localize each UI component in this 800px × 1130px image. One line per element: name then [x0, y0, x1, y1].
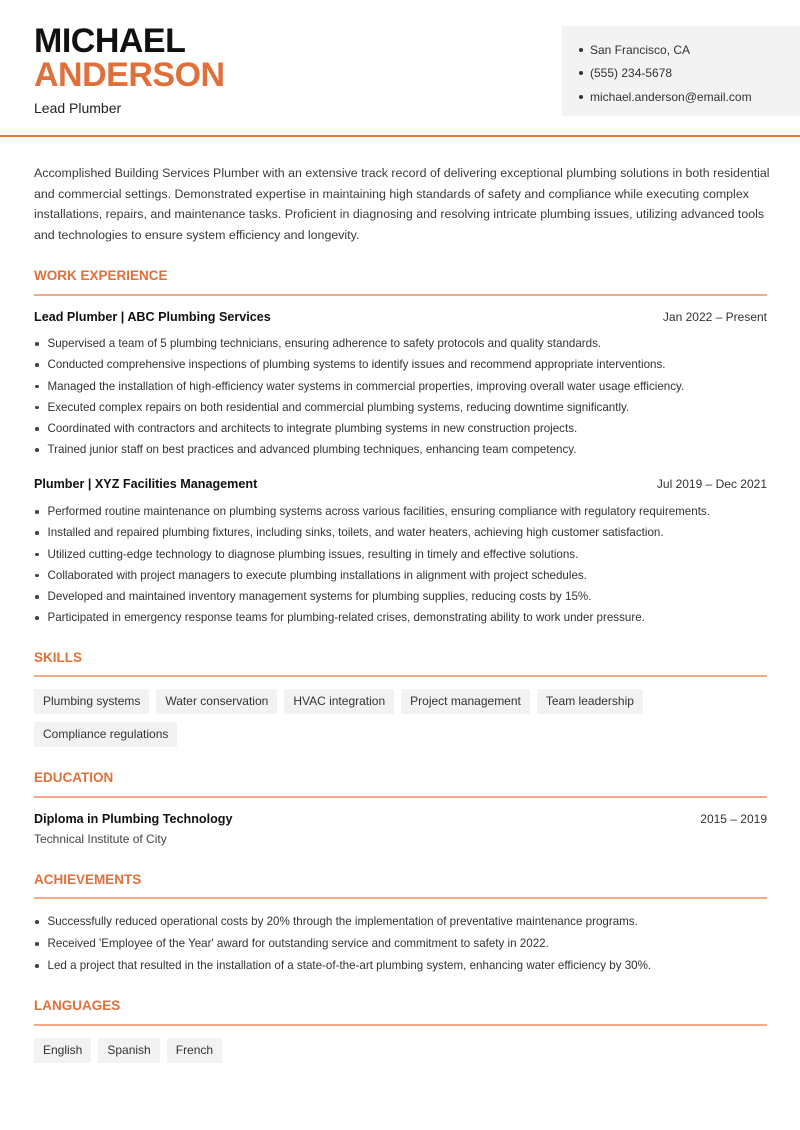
- contact-box: [562, 26, 800, 116]
- section-divider: [34, 796, 767, 798]
- skill-chip: Plumbing systems: [34, 689, 149, 714]
- section-divider: [34, 897, 767, 899]
- language-chip: French: [167, 1038, 222, 1063]
- bullet-icon: [35, 553, 39, 557]
- degree-title: Diploma in Plumbing Technology: [34, 812, 233, 826]
- contact-phone: [579, 62, 800, 86]
- section-title-languages: LANGUAGES: [34, 998, 121, 1013]
- skill-chip: HVAC integration: [284, 689, 394, 714]
- resume-header: [0, 0, 800, 137]
- list-item: Collaborated with project managers to execute plumbing installations in alignment with project schedules.: [34, 567, 774, 588]
- contact-email[interactable]: [579, 85, 800, 109]
- bullet-icon: [35, 342, 39, 346]
- list-item: Installed and repaired plumbing fixtures, including sinks, toilets, and water heaters, achieving high customer satisfaction.: [34, 524, 774, 545]
- bullet-icon: [35, 363, 39, 367]
- skill-chip: Water conservation: [156, 689, 277, 714]
- bullet-icon: [579, 95, 583, 99]
- bullet-icon: [35, 448, 39, 452]
- job-bullets: [34, 335, 774, 463]
- achievement-bullets: [34, 913, 774, 979]
- list-item: Developed and maintained inventory management systems for plumbing supplies, reducing costs by 15%.: [34, 588, 774, 609]
- list-item: Coordinated with contractors and architects to integrate plumbing systems in new construction projects.: [34, 420, 774, 441]
- bullet-icon: [35, 385, 39, 389]
- bullet-icon: [579, 48, 583, 52]
- languages-list: [34, 1038, 774, 1063]
- bullet-icon: [35, 427, 39, 431]
- section-divider: [34, 1024, 767, 1026]
- contact-text: (555) 234-5678: [590, 66, 673, 81]
- skill-chip: Compliance regulations: [34, 722, 177, 747]
- list-item: Performed routine maintenance on plumbing systems across various facilities, ensuring compliance with regulatory requirements.: [34, 503, 774, 524]
- language-chip: Spanish: [98, 1038, 159, 1063]
- skills-list: [34, 689, 654, 747]
- section-divider: [34, 294, 767, 296]
- bullet-icon: [35, 574, 39, 578]
- bullet-icon: [35, 964, 39, 968]
- list-item: Successfully reduced operational costs by 20% through the implementation of preventative maintenance programs.: [34, 913, 774, 935]
- bullet-icon: [35, 920, 39, 924]
- list-item: Supervised a team of 5 plumbing technicians, ensuring adherence to safety protocols and quality standards.: [34, 335, 774, 356]
- section-title-education: EDUCATION: [34, 770, 114, 785]
- skill-chip: Project management: [401, 689, 530, 714]
- list-item: Trained junior staff on best practices and advanced plumbing techniques, enhancing team competency.: [34, 441, 774, 462]
- language-chip: English: [34, 1038, 91, 1063]
- bullet-icon: [35, 616, 39, 620]
- section-title-achievements: ACHIEVEMENTS: [34, 872, 142, 887]
- bullet-icon: [35, 531, 39, 535]
- contact-text[interactable]: michael.anderson@email.com: [590, 89, 752, 104]
- bullet-icon: [35, 595, 39, 599]
- job-title: Lead Plumber | ABC Plumbing Services: [34, 310, 271, 324]
- job-date: Jul 2019 – Dec 2021: [656, 477, 767, 491]
- job-bullets: [34, 503, 774, 631]
- section-divider: [34, 675, 767, 677]
- contact-text: San Francisco, CA: [590, 42, 691, 57]
- list-item: Led a project that resulted in the installation of a state-of-the-art plumbing system, enhancing water efficiency by 30%.: [34, 957, 774, 979]
- list-item: Executed complex repairs on both residential and commercial plumbing systems, reducing downtime significantly.: [34, 399, 774, 420]
- bullet-icon: [35, 406, 39, 410]
- summary-paragraph: Accomplished Building Services Plumber with an extensive track record of delivering exceptional plumbing solutions in both residential and commercial settings. Demonstrated expertise in maintaining high standards of safety and compliance while executing complex installations, repairs, and maintenance tasks. Proficient in diagnosing and resolving intricate plumbing issues, utilizing advanced tools and technologies to ensure system efficiency and longevity.: [34, 166, 770, 242]
- section-title-work: WORK EXPERIENCE: [34, 268, 168, 283]
- contact-location: [579, 38, 800, 62]
- skill-chip: Team leadership: [537, 689, 643, 714]
- section-title-skills: SKILLS: [34, 650, 83, 665]
- job-title: Plumber | XYZ Facilities Management: [34, 477, 258, 491]
- list-item: Participated in emergency response teams for plumbing-related crises, demonstrating ability to work under pressure.: [34, 609, 774, 630]
- bullet-icon: [579, 71, 583, 75]
- bullet-icon: [35, 942, 39, 946]
- first-name: MICHAEL: [34, 22, 186, 60]
- list-item: Received 'Employee of the Year' award for outstanding service and commitment to safety in 2022.: [34, 935, 774, 957]
- bullet-icon: [35, 510, 39, 514]
- education-date: 2015 – 2019: [700, 812, 767, 826]
- last-name: ANDERSON: [34, 56, 225, 94]
- job-date: Jan 2022 – Present: [662, 310, 767, 324]
- list-item: Managed the installation of high-efficiency water systems in commercial properties, improving overall water usage efficiency.: [34, 378, 774, 399]
- list-item: Conducted comprehensive inspections of plumbing systems to identify issues and recommend appropriate interventions.: [34, 356, 774, 377]
- school-name: Technical Institute of City: [34, 832, 167, 846]
- list-item: Utilized cutting-edge technology to diagnose plumbing issues, resulting in timely and effective solutions.: [34, 546, 774, 567]
- job-role: Lead Plumber: [34, 100, 122, 116]
